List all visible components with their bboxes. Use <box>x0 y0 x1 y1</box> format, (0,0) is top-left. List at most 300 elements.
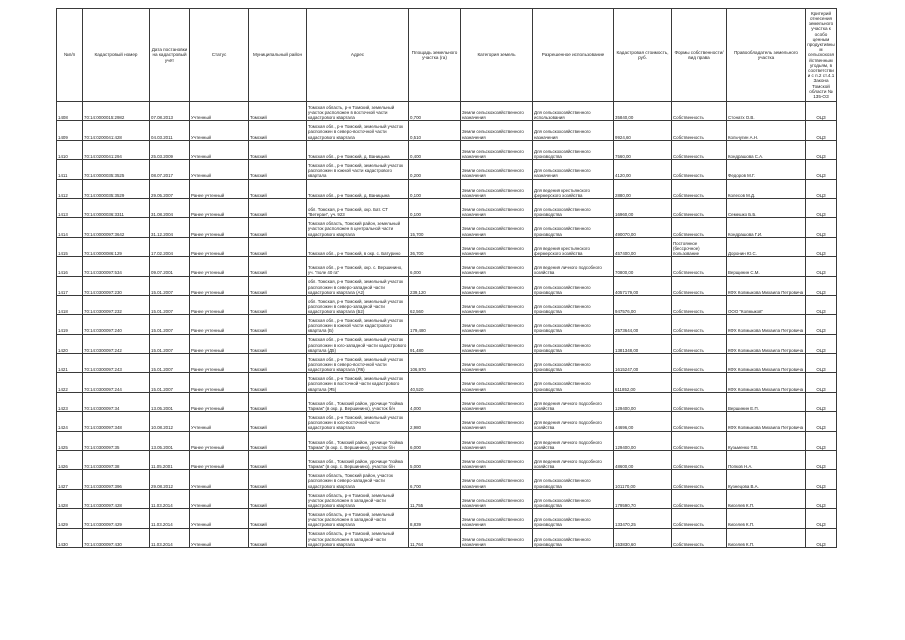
cell-address: Томская обл., р-н Томский, земельный участок расположен в северо-восточной части кадастрового квартала <box>307 121 409 140</box>
cell-registration-date: 15.01.2007 <box>150 354 190 373</box>
cell-land-category: Земли сельскохозяйственного назначения <box>461 160 533 179</box>
cell-cadastral-number: 70:14:0300097:230 <box>83 276 150 295</box>
cell-land-category: Земли сельскохозяйственного назначения <box>461 237 533 256</box>
cell-owner: Колесов М.Д. <box>727 179 806 198</box>
cell-cadastral-cost: 16960,00 <box>614 198 672 217</box>
cell-cadastral-number: 70:14:0000035:3525 <box>83 160 150 179</box>
cell-row-number: 1409 <box>57 121 83 140</box>
cell-land-category: Земли сельскохозяйственного назначения <box>461 140 533 159</box>
cell-address: Томская обл., р-н Томский, д. Ваницына <box>307 179 409 198</box>
cell-cadastral-number: 70:14:0300097:348 <box>83 412 150 431</box>
cell-row-number: 1411 <box>57 160 83 179</box>
cell-row-number: 1415 <box>57 237 83 256</box>
cell-cadastral-number: 70:14:0300097:534 <box>83 257 150 276</box>
cell-status: Ранее учтенный <box>190 334 249 353</box>
cell-status: Учтенный <box>190 102 249 121</box>
cell-registration-date: 29.05.2007 <box>150 179 190 198</box>
cell-status: Учтенный <box>190 509 249 528</box>
cell-owner: Семешко Б.Б. <box>727 198 806 217</box>
cell-owner: Верщинин С.М. <box>727 257 806 276</box>
cell-cadastral-cost: 44696,00 <box>614 412 672 431</box>
cell-registration-date: 25.03.2009 <box>150 140 190 159</box>
cell-status: Учтенный <box>190 412 249 431</box>
cell-area: 62,560 <box>409 295 461 314</box>
table-row <box>57 431 837 450</box>
cell-owner: ООО "Колмыков" <box>727 295 806 314</box>
cell-address: Томская обл., р-н Томский, земельный участок расположен в южной части кадастрового квартала (Б) <box>307 315 409 334</box>
cell-address: Томская область, р-н Томский, земельный участок расположен в восточной части кадастрового квартала <box>307 102 409 121</box>
cell-cadastral-cost: 153830,60 <box>614 528 672 547</box>
cell-criterion: ОЦЗ <box>806 354 837 373</box>
cell-cadastral-number: 70:14:0000097:3642 <box>83 218 150 237</box>
cell-ownership-form: Собственность <box>672 412 727 431</box>
cell-district: Томский <box>249 102 307 121</box>
cell-district: Томский <box>249 451 307 470</box>
table-row <box>57 451 837 470</box>
cell-ownership-form: Собственность <box>672 431 727 450</box>
cell-cadastral-cost: 2880,00 <box>614 179 672 198</box>
cell-row-number: 1424 <box>57 412 83 431</box>
header-cell-number: №п/п <box>57 9 83 102</box>
cell-area: 6,700 <box>409 470 461 489</box>
cell-row-number: 1417 <box>57 276 83 295</box>
cell-land-category: Земли сельскохозяйственного назначения <box>461 528 533 547</box>
cell-land-category: Земли сельскохозяйственного назначения <box>461 121 533 140</box>
cell-land-category: Земли сельскохозяйственного назначения <box>461 392 533 411</box>
cell-cadastral-cost: 129400,00 <box>614 431 672 450</box>
cell-cadastral-cost: 490070,00 <box>614 218 672 237</box>
table-row <box>57 237 837 256</box>
cell-district: Томский <box>249 489 307 508</box>
cell-permitted-use: Для сельскохозяйственного производства <box>533 140 614 159</box>
cell-area: 179,480 <box>409 315 461 334</box>
cell-status: Учтенный <box>190 140 249 159</box>
cell-criterion: ОЦЗ <box>806 121 837 140</box>
cell-cadastral-number: 70:14:0300097:242 <box>83 334 150 353</box>
table-row <box>57 295 837 314</box>
cell-district: Томский <box>249 218 307 237</box>
cell-ownership-form: Собственность <box>672 257 727 276</box>
cell-permitted-use: Для сельскохозяйственного производства <box>533 315 614 334</box>
cell-owner: Киселев К.П. <box>727 528 806 547</box>
cell-land-category: Земли сельскохозяйственного назначения <box>461 509 533 528</box>
cell-row-number: 1410 <box>57 140 83 159</box>
cell-ownership-form: Собственность <box>672 373 727 392</box>
cell-permitted-use: Для сельскохозяйственного производства <box>533 528 614 547</box>
cell-ownership-form: Собственность <box>672 218 727 237</box>
table-row <box>57 354 837 373</box>
cell-cadastral-cost: 48600,00 <box>614 451 672 470</box>
cell-status: Учтенный <box>190 470 249 489</box>
cell-address: Томская обл., Томский район, урочище "пойма Тармак" (в окр. р. Вершинино), участок б/н <box>307 392 409 411</box>
cell-registration-date: 17.02.2004 <box>150 237 190 256</box>
cell-district: Томский <box>249 412 307 431</box>
cell-criterion: ОЦЗ <box>806 257 837 276</box>
cell-land-category: Земли сельскохозяйственного назначения <box>461 451 533 470</box>
cell-area: 11,764 <box>409 528 461 547</box>
cell-land-category: Земли сельскохозяйственного назначения <box>461 412 533 431</box>
cell-address: Томская обл., р-н Томский, земельный участок расположен в юго-западной части кадастрового квартала (Д5) <box>307 334 409 353</box>
cell-owner: КФХ Колмыкова Михаила Петровича <box>727 315 806 334</box>
cell-address: Томская обл., р-н Томский, земельный участок расположен в восточной части кадастрового квартала (Я5) <box>307 373 409 392</box>
cell-address: Томская область, р-н Томский, земельный участок расположен в западной части кадастрового квартала <box>307 509 409 528</box>
table-row <box>57 334 837 353</box>
cell-ownership-form: Собственность <box>672 315 727 334</box>
cell-permitted-use: Для ведения личного подсобного хозяйства <box>533 451 614 470</box>
cell-owner: КФХ Колмыкова Михаила Петровича <box>727 334 806 353</box>
cell-cadastral-cost: 4057179,00 <box>614 276 672 295</box>
cell-criterion: ОЦЗ <box>806 198 837 217</box>
cell-criterion: ОЦЗ <box>806 431 837 450</box>
cell-permitted-use: Для сельскохозяйственного производства <box>533 509 614 528</box>
cell-criterion: ОЦЗ <box>806 102 837 121</box>
cell-ownership-form: Собственность <box>672 160 727 179</box>
cell-ownership-form: Собственность <box>672 121 727 140</box>
cell-status: Ранее учтенный <box>190 257 249 276</box>
cell-ownership-form: Собственность <box>672 140 727 159</box>
cell-criterion: ОЦЗ <box>806 392 837 411</box>
cell-registration-date: 10.08.2012 <box>150 412 190 431</box>
cell-permitted-use: Для сельскохозяйственного использования <box>533 102 614 121</box>
cell-criterion: ОЦЗ <box>806 451 837 470</box>
cell-address: Томская обл., Томский район, урочище "пойма Тармак" (в окр. с. Вершинино), участок б/н <box>307 451 409 470</box>
cell-area: 0,200 <box>409 160 461 179</box>
cell-address: Томская область, р-н Томский, земельный участок расположен в западной части кадастрового квартала <box>307 528 409 547</box>
header-row <box>57 9 837 102</box>
table-row <box>57 276 837 295</box>
cell-status: Учтенный <box>190 489 249 508</box>
cell-row-number: 1430 <box>57 528 83 547</box>
cell-permitted-use: Для сельскохозяйственного производства <box>533 470 614 489</box>
cell-address: Томская обл., р-н Томский, земельный участок расположен в северо-восточной части кадастрового квартала (Я6) <box>307 354 409 373</box>
cell-permitted-use: Для ведения крестьянского фермерского хозяйства <box>533 237 614 256</box>
cell-area: 11,755 <box>409 489 461 508</box>
cell-area: 2,980 <box>409 412 461 431</box>
land-registry-table <box>56 8 837 548</box>
table-row <box>57 160 837 179</box>
header-cell-status: Статус <box>190 9 249 102</box>
cell-cadastral-number: 70:14:0300097:396 <box>83 470 150 489</box>
cell-district: Томский <box>249 334 307 353</box>
cell-registration-date: 15.01.2007 <box>150 295 190 314</box>
cell-address: Томская обл., р-н Томский, д. Ваницына <box>307 140 409 159</box>
cell-district: Томский <box>249 315 307 334</box>
cell-address: Томская обл., Томский район, урочище "пойма Тармак" (в окр. с. Вершинино), участок б/н <box>307 431 409 450</box>
cell-row-number: 1428 <box>57 489 83 508</box>
cell-permitted-use: Для ведения личного подсобного хозяйства <box>533 392 614 411</box>
cell-permitted-use: Для сельскохозяйственного производства <box>533 218 614 237</box>
cell-criterion: ОЦЗ <box>806 509 837 528</box>
cell-cadastral-cost: 457400,00 <box>614 237 672 256</box>
table-header <box>57 9 837 102</box>
cell-land-category: Земли сельскохозяйственного назначения <box>461 218 533 237</box>
cell-owner: КФХ Колмыкова Михаила Петровича <box>727 412 806 431</box>
cell-criterion: ОЦЗ <box>806 295 837 314</box>
cell-registration-date: 11.05.2001 <box>150 451 190 470</box>
table-row <box>57 218 837 237</box>
cell-registration-date: 08.07.2017 <box>150 160 190 179</box>
cell-criterion: ОЦЗ <box>806 412 837 431</box>
cell-area: 0,100 <box>409 198 461 217</box>
cell-cadastral-cost: 133470,25 <box>614 509 672 528</box>
table-row <box>57 315 837 334</box>
cell-row-number: 1420 <box>57 334 83 353</box>
cell-cadastral-cost: 611852,00 <box>614 373 672 392</box>
cell-permitted-use: Для сельскохозяйственного назначения <box>533 160 614 179</box>
cell-cadastral-cost: 947576,00 <box>614 295 672 314</box>
table-row <box>57 121 837 140</box>
cell-area: 0,400 <box>409 140 461 159</box>
cell-ownership-form: Собственность <box>672 392 727 411</box>
cell-owner: Стонатх О.В. <box>727 102 806 121</box>
cell-cadastral-number: 70:14:0300097:38 <box>83 451 150 470</box>
cell-area: 0,100 <box>409 179 461 198</box>
cell-address: обл. Томская, р-н Томский, окр. Бат. СТ "Ветеран", уч. 923 <box>307 198 409 217</box>
cell-cadastral-cost: 35840,00 <box>614 102 672 121</box>
cell-registration-date: 07.08.2013 <box>150 102 190 121</box>
cell-ownership-form: Собственность <box>672 528 727 547</box>
cell-row-number: 1416 <box>57 257 83 276</box>
cell-ownership-form: Собственность <box>672 451 727 470</box>
cell-owner: Киселев К.П. <box>727 509 806 528</box>
header-cell-land-category: Категория земель <box>461 9 533 102</box>
header-cell-address: Адрес <box>307 9 409 102</box>
cell-ownership-form: Собственность <box>672 354 727 373</box>
table-row <box>57 102 837 121</box>
cell-cadastral-cost: 101170,00 <box>614 470 672 489</box>
cell-district: Томский <box>249 257 307 276</box>
cell-owner: КФХ Колмыкова Михаила Петровича <box>727 373 806 392</box>
cell-criterion: ОЦЗ <box>806 528 837 547</box>
cell-land-category: Земли сельскохозяйственного назначения <box>461 295 533 314</box>
cell-land-category: Земли сельскохозяйственного назначения <box>461 179 533 198</box>
cell-registration-date: 13.05.2001 <box>150 392 190 411</box>
cell-row-number: 1425 <box>57 431 83 450</box>
cell-registration-date: 11.03.2014 <box>150 509 190 528</box>
cell-district: Томский <box>249 470 307 489</box>
cell-row-number: 1413 <box>57 198 83 217</box>
cell-ownership-form: Собственность <box>672 334 727 353</box>
cell-land-category: Земли сельскохозяйственного назначения <box>461 354 533 373</box>
cell-cadastral-number: 70:14:0300097:35 <box>83 431 150 450</box>
cell-district: Томский <box>249 392 307 411</box>
cell-status: Ранее учтенный <box>190 392 249 411</box>
cell-area: 36,700 <box>409 237 461 256</box>
cell-row-number: 1408 <box>57 102 83 121</box>
cell-owner: Попков Н.А. <box>727 451 806 470</box>
cell-owner: Киселев К.П. <box>727 489 806 508</box>
cell-registration-date: 15.01.2007 <box>150 373 190 392</box>
cell-registration-date: 29.08.2012 <box>150 470 190 489</box>
cell-permitted-use: Для сельскохозяйственного производства <box>533 198 614 217</box>
cell-owner: Кондрашова Г.И. <box>727 218 806 237</box>
cell-registration-date: 09.07.2001 <box>150 257 190 276</box>
cell-status: Учтенный <box>190 160 249 179</box>
cell-ownership-form: Собственность <box>672 295 727 314</box>
cell-permitted-use: Для ведения личного подсобного хозяйства <box>533 431 614 450</box>
cell-area: 4,000 <box>409 392 461 411</box>
header-cell-permitted-use: Разрешенное использование <box>533 9 614 102</box>
cell-permitted-use: Для сельскохозяйственного производства <box>533 373 614 392</box>
cell-permitted-use: Для сельскохозяйственного назначения <box>533 121 614 140</box>
header-cell-owner: Правообладатель земельного участка <box>727 9 806 102</box>
cell-area: 0,700 <box>409 102 461 121</box>
table-row <box>57 470 837 489</box>
cell-cadastral-number: 70:14:0300097:243 <box>83 354 150 373</box>
cell-cadastral-number: 70:14:0300097:244 <box>83 373 150 392</box>
cell-criterion: ОЦЗ <box>806 179 837 198</box>
cell-cadastral-number: 70:14:0300097:240 <box>83 315 150 334</box>
table-row <box>57 528 837 547</box>
cell-criterion: ОЦЗ <box>806 160 837 179</box>
cell-status: Ранее учтенный <box>190 431 249 450</box>
cell-cadastral-number: 70:14:0000015:2982 <box>83 102 150 121</box>
cell-district: Томский <box>249 373 307 392</box>
header-cell-ownership-form: Формы собственности/вид права <box>672 9 727 102</box>
table-row <box>57 373 837 392</box>
cell-cadastral-number: 70:14:0000086:129 <box>83 237 150 256</box>
cell-permitted-use: Для сельскохозяйственного производства <box>533 334 614 353</box>
cell-cadastral-number: 70:14:0300097:232 <box>83 295 150 314</box>
cell-area: 40,520 <box>409 373 461 392</box>
cell-address: обл. Томская, р-н Томский, земельный участок расположен в северо-западной части кадастрового квартала (Б2) <box>307 295 409 314</box>
cell-status: Ранее учтенный <box>190 451 249 470</box>
cell-registration-date: 31.08.2004 <box>150 198 190 217</box>
cell-criterion: ОЦЗ <box>806 140 837 159</box>
cell-criterion: ОЦЗ <box>806 218 837 237</box>
cell-land-category: Земли сельскохозяйственного назначения <box>461 257 533 276</box>
cell-permitted-use: Для сельскохозяйственного производства <box>533 276 614 295</box>
cell-area: 6,000 <box>409 257 461 276</box>
cell-owner: КФХ Колмыкова Михаила Петровича <box>727 354 806 373</box>
cell-address: Томская область, р-н Томский, земельный участок расположен в западной части кадастрового квартала <box>307 489 409 508</box>
cell-registration-date: 11.03.2014 <box>150 489 190 508</box>
cell-area: 106,970 <box>409 354 461 373</box>
cell-cadastral-number: 70:14:0300097:428 <box>83 489 150 508</box>
cell-cadastral-number: 70:14:0000036:3311 <box>83 198 150 217</box>
cell-registration-date: 15.01.2007 <box>150 315 190 334</box>
cell-district: Томский <box>249 198 307 217</box>
cell-district: Томский <box>249 528 307 547</box>
cell-cadastral-cost: 2573644,00 <box>614 315 672 334</box>
cell-status: Ранее учтенный <box>190 198 249 217</box>
cell-district: Томский <box>249 121 307 140</box>
cell-permitted-use: Для сельскохозяйственного производства <box>533 354 614 373</box>
cell-status: Ранее учтенный <box>190 218 249 237</box>
cell-owner: Кольчугин А.Н. <box>727 121 806 140</box>
cell-district: Томский <box>249 509 307 528</box>
cell-registration-date: 31.12.2004 <box>150 218 190 237</box>
cell-land-category: Земли сельскохозяйственного назначения <box>461 431 533 450</box>
header-cell-cadastral-number: Кадастровый номер <box>83 9 150 102</box>
cell-criterion: ОЦЗ <box>806 470 837 489</box>
cell-address: Томская область, Томский район, участок расположен в северо-западной части кадастрового квартала <box>307 470 409 489</box>
cell-district: Томский <box>249 295 307 314</box>
cell-address: Томская обл., р-н Томский, земельный участок расположен в южной части кадастрового квартала <box>307 160 409 179</box>
cell-land-category: Земли сельскохозяйственного назначения <box>461 276 533 295</box>
cell-cadastral-number: 70:14:0300097:34 <box>83 392 150 411</box>
cell-row-number: 1429 <box>57 509 83 528</box>
cell-cadastral-number: 70:14:0300097:430 <box>83 528 150 547</box>
cell-cadastral-cost: 9924,60 <box>614 121 672 140</box>
cell-permitted-use: Для ведения личного подсобного хозяйства <box>533 412 614 431</box>
cell-status: Ранее учтенный <box>190 354 249 373</box>
cell-permitted-use: Для ведения крестьянского фермерского хозяйства <box>533 179 614 198</box>
table-row <box>57 392 837 411</box>
cell-status: Ранее учтенный <box>190 373 249 392</box>
cell-area: 91,480 <box>409 334 461 353</box>
cell-cadastral-cost: 1381348,00 <box>614 334 672 353</box>
cell-district: Томский <box>249 179 307 198</box>
cell-row-number: 1412 <box>57 179 83 198</box>
cell-status: Ранее учтенный <box>190 315 249 334</box>
header-cell-area: Площадь земельного участка (га) <box>409 9 461 102</box>
table-row <box>57 412 837 431</box>
cell-criterion: ОЦЗ <box>806 237 837 256</box>
cell-status: Ранее учтенный <box>190 179 249 198</box>
cell-area: 8,839 <box>409 509 461 528</box>
cell-owner: Кузнецова В.А. <box>727 470 806 489</box>
cell-registration-date: 15.01.2007 <box>150 276 190 295</box>
cell-address: Томская область, Томский район, земельный участок расположен в центральной части кадастрового квартала <box>307 218 409 237</box>
cell-cadastral-cost: 4120,00 <box>614 160 672 179</box>
cell-criterion: ОЦЗ <box>806 315 837 334</box>
cell-district: Томский <box>249 160 307 179</box>
cell-ownership-form: Собственность <box>672 489 727 508</box>
cell-cadastral-cost: 129400,00 <box>614 392 672 411</box>
cell-status: Учтенный <box>190 528 249 547</box>
header-cell-registration-date: Дата постановки на кадастровый учёт <box>150 9 190 102</box>
cell-cadastral-number: 70:14:0000035:3529 <box>83 179 150 198</box>
table-row <box>57 257 837 276</box>
cell-ownership-form: Собственность <box>672 470 727 489</box>
cell-cadastral-cost: 7560,00 <box>614 140 672 159</box>
table-row <box>57 140 837 159</box>
cell-address: обл. Томская, р-н Томский, земельный участок расположен в северо-западной части кадастрового квартала (А2) <box>307 276 409 295</box>
cell-ownership-form: Постоянное (бессрочное) пользование <box>672 237 727 256</box>
cell-criterion: ОЦЗ <box>806 276 837 295</box>
cell-district: Томский <box>249 354 307 373</box>
cell-land-category: Земли сельскохозяйственного назначения <box>461 373 533 392</box>
cell-cadastral-number: 70:14:0300097:429 <box>83 509 150 528</box>
cell-cadastral-cost: 70800,00 <box>614 257 672 276</box>
cell-owner: Кондрашова С.А. <box>727 140 806 159</box>
cell-area: 239,120 <box>409 276 461 295</box>
table-row <box>57 489 837 508</box>
cell-row-number: 1418 <box>57 295 83 314</box>
cell-cadastral-cost: 1615247,00 <box>614 354 672 373</box>
cell-district: Томский <box>249 237 307 256</box>
cell-row-number: 1427 <box>57 470 83 489</box>
cell-ownership-form: Собственность <box>672 509 727 528</box>
cell-owner: Вершинин Е.П. <box>727 392 806 411</box>
cell-status: Ранее учтенный <box>190 276 249 295</box>
cell-registration-date: 15.01.2007 <box>150 334 190 353</box>
cell-cadastral-number: 70:14:0200041:428 <box>83 121 150 140</box>
table-row <box>57 198 837 217</box>
cell-ownership-form: Собственность <box>672 179 727 198</box>
header-cell-criterion: Критерий отнесения земельного участка к особо ценным продуктивным сельскохозяйственным угодьям, в соответствии с п.2 ст.4.1 Закона Томской области № 135-ОЗ <box>806 9 837 102</box>
land-registry-table-wrapper <box>56 8 837 548</box>
cell-land-category: Земли сельскохозяйственного назначения <box>461 198 533 217</box>
cell-owner: Федоров М.Г. <box>727 160 806 179</box>
header-cell-district: Муниципальный район <box>249 9 307 102</box>
cell-cadastral-cost: 179590,70 <box>614 489 672 508</box>
cell-row-number: 1422 <box>57 373 83 392</box>
table-body <box>57 102 837 548</box>
cell-land-category: Земли сельскохозяйственного назначения <box>461 315 533 334</box>
cell-owner: Кузьменко Т.В. <box>727 431 806 450</box>
